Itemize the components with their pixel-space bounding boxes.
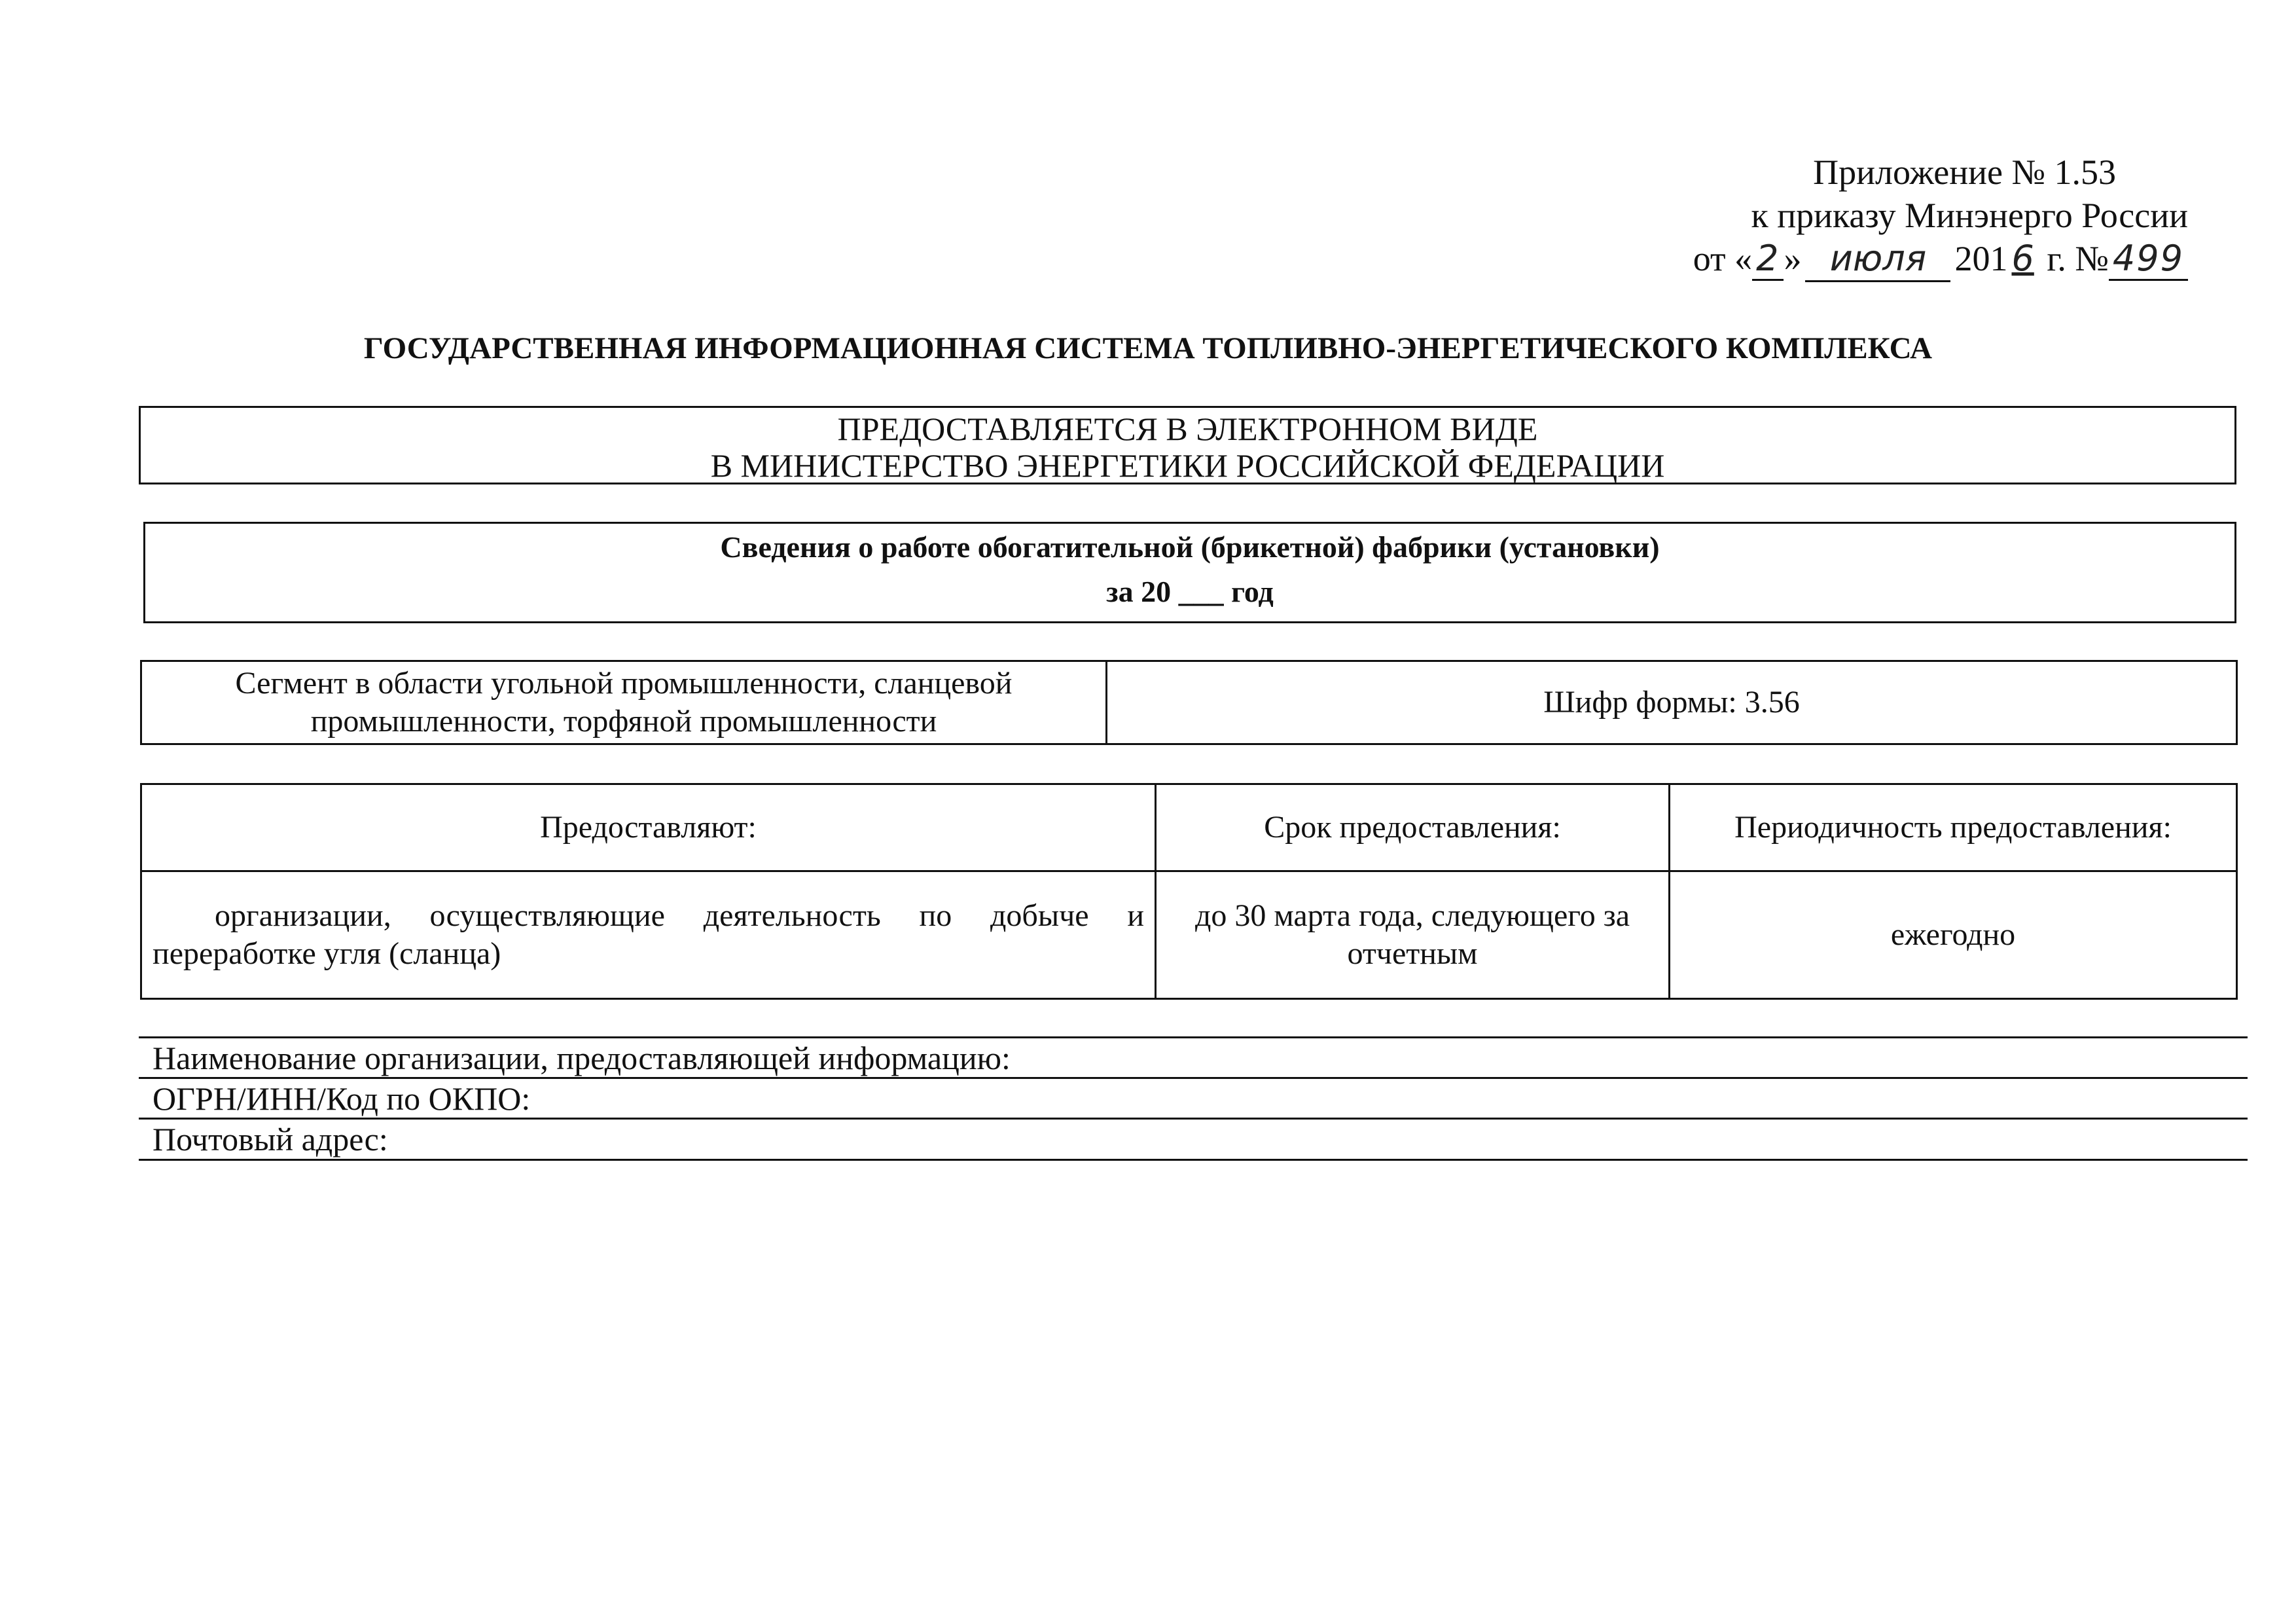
- header-submitters: Предоставляют:: [141, 784, 1156, 871]
- system-title: ГОСУДАРСТВЕННАЯ ИНФОРМАЦИОННАЯ СИСТЕМА ТОПЛИВНО-ЭНЕРГЕТИЧЕСКОГО КОМПЛЕКСА: [363, 331, 1933, 365]
- table-row: [141, 871, 2237, 999]
- cell-deadline: до 30 марта года, следующего за отчетным: [1156, 871, 1670, 999]
- date-prefix: от «: [1693, 239, 1753, 278]
- handwritten-day: 2: [1752, 238, 1784, 281]
- header-deadline: Срок предоставления:: [1156, 784, 1670, 871]
- form-title-line-2: за 20 ___ год: [1106, 575, 1274, 608]
- year-prefix: 201: [1954, 239, 2008, 278]
- field-address-label: Почтовый адрес:: [152, 1121, 388, 1158]
- field-ogrn-label: ОГРН/ИНН/Код по ОКПО:: [152, 1080, 531, 1117]
- handwritten-year-digit: 6: [2011, 238, 2034, 279]
- submission-notice-box: [139, 406, 2236, 484]
- field-org-name-label: Наименование организации, предоставляющей информацию:: [152, 1040, 1011, 1076]
- cell-submitters: организации, осуществляющие деятельность по добыче и переработке угля (сланца): [141, 871, 1156, 999]
- header-frequency: Периодичность предоставления:: [1670, 784, 2237, 871]
- field-address-line[interactable]: [139, 1159, 2248, 1161]
- field-top-rule: [139, 1036, 2248, 1038]
- handwritten-month: июля: [1805, 237, 1950, 282]
- segment-description: Сегмент в области угольной промышленности, сланцевой промышленности, торфяной промышленности: [141, 661, 1107, 744]
- cell-frequency: ежегодно: [1670, 871, 2237, 999]
- date-mid: »: [1784, 239, 1802, 278]
- form-title-line-1: Сведения о работе обогатительной (брикетной) фабрики (установки): [720, 530, 1660, 564]
- appendix-reference: [1599, 151, 2188, 282]
- segment-table: [140, 660, 2238, 745]
- field-ogrn-line[interactable]: [139, 1118, 2248, 1120]
- field-org-name-line[interactable]: [139, 1077, 2248, 1079]
- form-code: Шифр формы: 3.56: [1107, 661, 2237, 744]
- form-title-box: [143, 522, 2236, 623]
- appendix-order-date: [1599, 237, 2188, 282]
- segment-row: [141, 661, 2237, 744]
- handwritten-order-number: 499: [2109, 238, 2188, 281]
- appendix-number: Приложение № 1.53: [1813, 153, 2116, 192]
- submission-info-table: [140, 783, 2238, 1000]
- submission-line-2: В МИНИСТЕРСТВО ЭНЕРГЕТИКИ РОССИЙСКОЙ ФЕДЕРАЦИИ: [710, 447, 1665, 484]
- table-header-row: [141, 784, 2237, 871]
- order-number-label: г. №: [2037, 239, 2109, 278]
- submission-line-1: ПРЕДОСТАВЛЯЕТСЯ В ЭЛЕКТРОННОМ ВИДЕ: [837, 410, 1538, 447]
- appendix-order-ref: к приказу Минэнерго России: [1751, 196, 2188, 235]
